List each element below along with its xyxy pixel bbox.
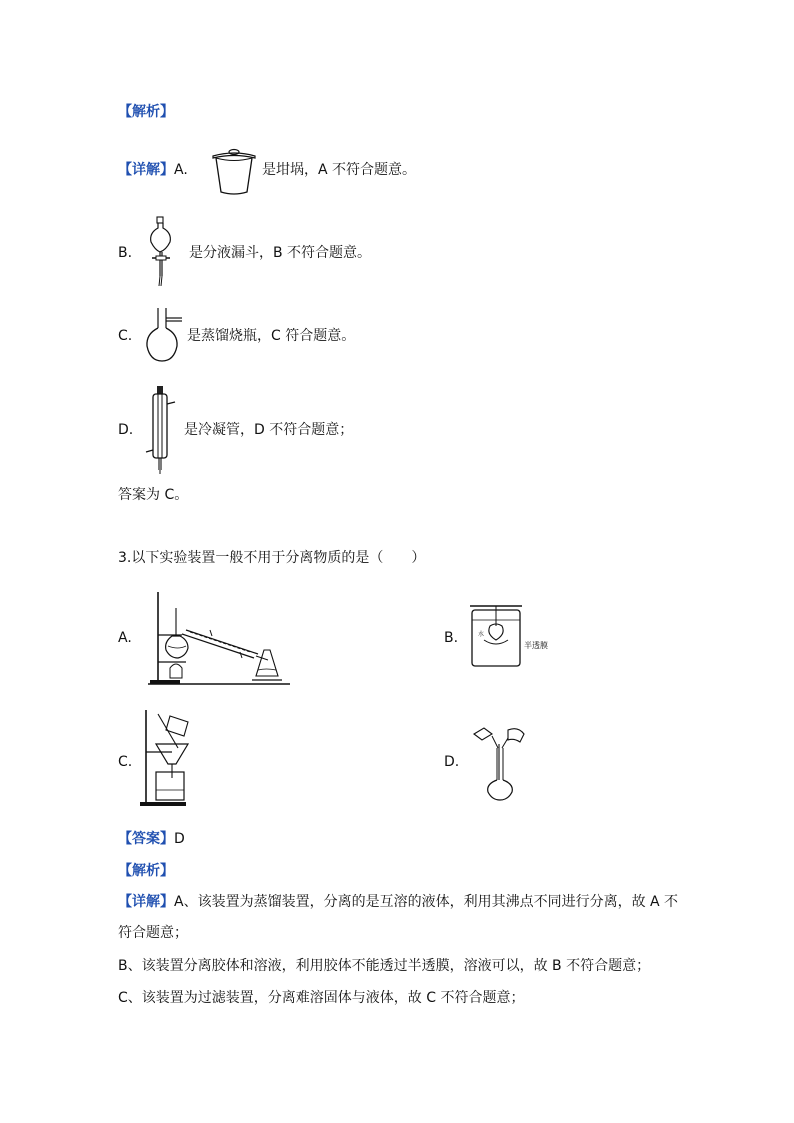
explanation-line-3: B、该装置分离胶体和溶液，利用胶体不能透过半透膜，溶液可以，故 B 不符合题意； bbox=[118, 958, 651, 974]
option-a-prefix: A. bbox=[174, 162, 188, 178]
distillation-apparatus-image bbox=[146, 590, 292, 690]
q3-option-d: D. bbox=[444, 754, 460, 770]
detail-b-text: 是分液漏斗，B 不符合题意。 bbox=[189, 245, 372, 261]
condenser-tube-image bbox=[144, 384, 178, 476]
separatory-funnel-image bbox=[146, 216, 176, 288]
analysis-label: 【解析】 bbox=[118, 104, 174, 120]
q3-option-c: C. bbox=[118, 754, 133, 770]
explanation-line-4: C、该装置为过滤装置，分离难溶固体与液体，故 C 不符合题意； bbox=[118, 990, 525, 1006]
detail-c-text: 是蒸馏烧瓶，C 符合题意。 bbox=[187, 328, 356, 344]
filtration-apparatus-image bbox=[138, 708, 198, 808]
volumetric-flask-image bbox=[468, 724, 530, 804]
detail-line-a bbox=[118, 160, 188, 180]
detail-label-2: 【详解】 bbox=[118, 894, 174, 910]
answer-3-line bbox=[118, 829, 185, 849]
membrane-label: 半透膜 bbox=[524, 641, 548, 650]
explanation-line-1 bbox=[118, 892, 678, 912]
question-3-stem: 3.以下实验装置一般不用于分离物质的是（ ） bbox=[118, 550, 426, 566]
option-d-prefix: D. bbox=[118, 422, 134, 438]
answer-label: 【答案】 bbox=[118, 831, 174, 847]
dialysis-apparatus-image bbox=[466, 600, 526, 670]
option-b-prefix: B. bbox=[118, 245, 133, 261]
q3-option-a: A. bbox=[118, 630, 132, 646]
explanation-a: A、该装置为蒸馏装置，分离的是互溶的液体，利用其沸点不同进行分离，故 A 不 bbox=[174, 894, 679, 910]
detail-d-text: 是冷凝管，D 不符合题意； bbox=[184, 422, 354, 438]
answer-line-1: 答案为 C。 bbox=[118, 487, 189, 503]
detail-label: 【详解】 bbox=[118, 162, 174, 178]
svg-text:水: 水 bbox=[478, 631, 485, 638]
crucible-image bbox=[210, 146, 258, 198]
distilling-flask-image bbox=[144, 306, 186, 364]
explanation-line-2: 符合题意； bbox=[118, 925, 188, 941]
q3-option-b: B. bbox=[444, 630, 459, 646]
detail-a-text: 是坩埚，A 不符合题意。 bbox=[262, 162, 417, 178]
answer-value: D bbox=[174, 831, 185, 847]
analysis-label-2: 【解析】 bbox=[118, 863, 174, 879]
option-c-prefix: C. bbox=[118, 328, 133, 344]
